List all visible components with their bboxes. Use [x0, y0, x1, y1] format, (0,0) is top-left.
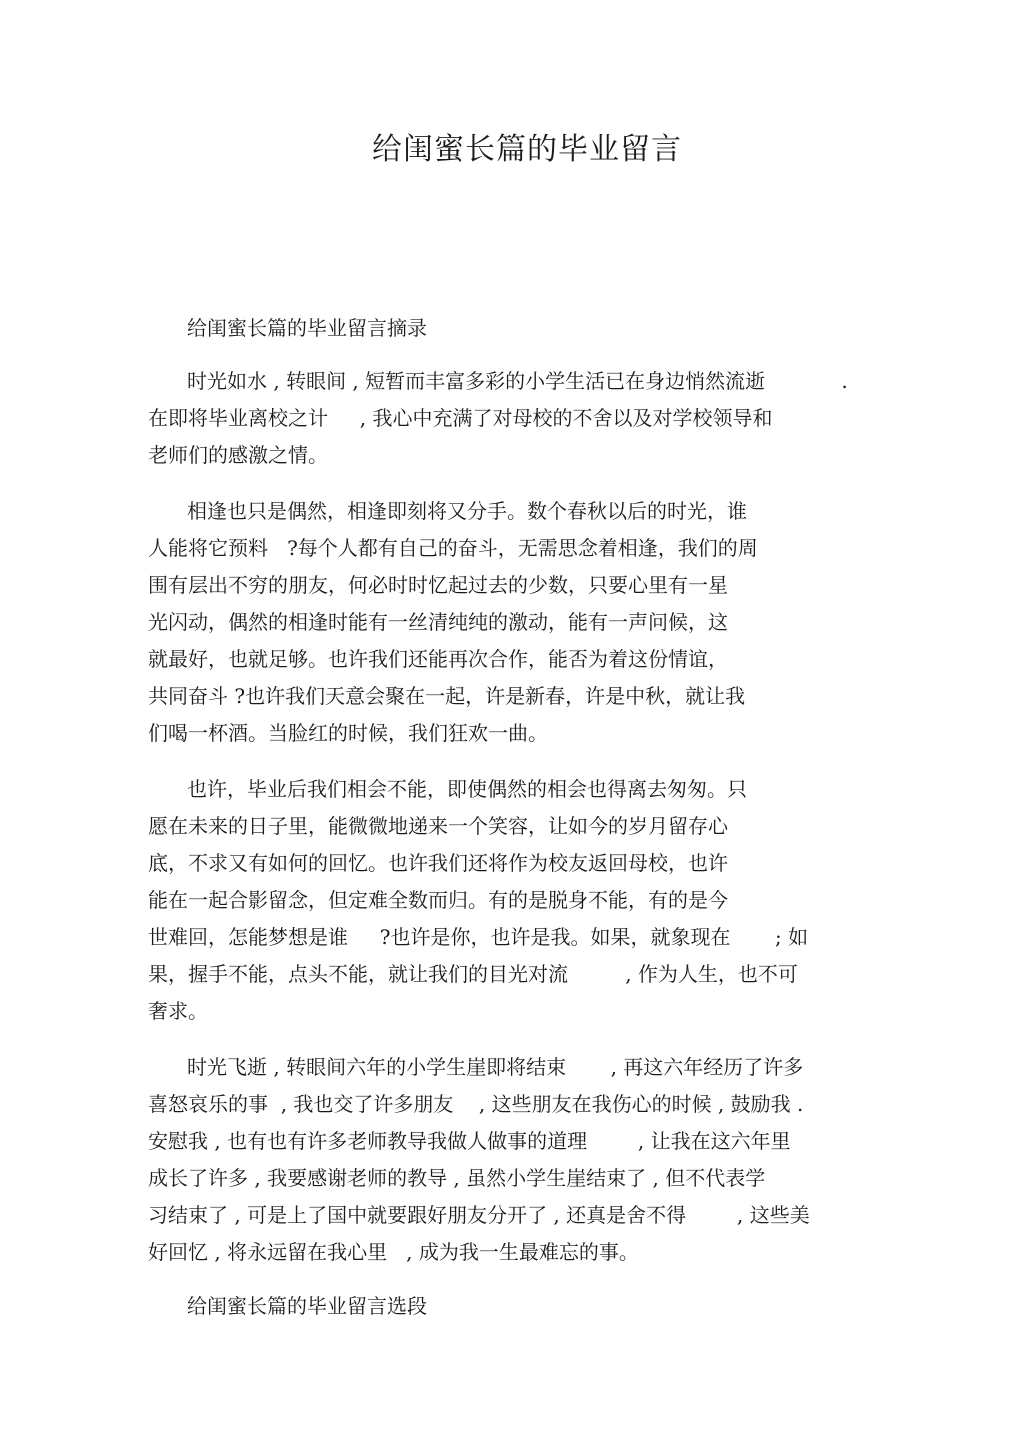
paragraph-line: 底，不求又有如何的回忆。也许我们还将作为校友返回母校，也许: [148, 851, 728, 875]
paragraph-line: 果，握手不能，点头不能，就让我们的目光对流 , 作为人生，也不可: [148, 962, 798, 986]
paragraph-line: 围有层出不穷的朋友，何必时时忆起过去的少数，只要心里有一星: [148, 573, 728, 597]
paragraph-line: 安慰我 , 也有也有许多老师教导我做人做事的道理 , 让我在这六年里: [148, 1129, 791, 1153]
paragraph-line: 好回忆 , 将永远留在我心里 , 成为我一生最难忘的事。: [148, 1240, 639, 1264]
paragraph-line: 能在一起合影留念，但定难全数而归。有的是脱身不能，有的是今: [148, 888, 728, 912]
paragraph-line: 们喝一杯酒。当脸红的时候，我们狂欢一曲。: [148, 721, 548, 745]
paragraph-line: 习结束了 , 可是上了国中就要跟好朋友分开了 , 还真是舍不得 , 这些美: [148, 1203, 810, 1227]
paragraph-line: 老师们的感激之情。: [148, 443, 328, 467]
paragraph-line: 人能将它预料 ?每个人都有自己的奋斗，无需思念着相逢，我们的周: [148, 536, 758, 560]
paragraph-line: 时光飞逝 , 转眼间六年的小学生崖即将结束 , 再这六年经历了许多: [187, 1055, 804, 1079]
paragraph-line: 世难回，怎能梦想是谁 ?也许是你，也许是我。如果，就象现在 ; 如: [148, 925, 809, 949]
paragraph-line: 在即将毕业离校之计 , 我心中充满了对母校的不舍以及对学校领导和: [148, 406, 773, 430]
paragraph-line: 也许，毕业后我们相会不能，即使偶然的相会也得离去匆匆。只: [187, 777, 747, 801]
section-heading-excerpt: 给闺蜜长篇的毕业留言摘录: [187, 316, 427, 340]
paragraph-line: 喜怒哀乐的事 , 我也交了许多朋友 , 这些朋友在我伤心的时候 , 鼓励我 .: [148, 1092, 804, 1116]
paragraph-line: 奢求。: [148, 999, 208, 1023]
paragraph-line: 就最好，也就足够。也许我们还能再次合作，能否为着这份情谊，: [148, 647, 728, 671]
paragraph-line: 光闪动，偶然的相逢时能有一丝清纯纯的激动，能有一声问候，这: [148, 610, 728, 634]
paragraph-line: 愿在未来的日子里，能微微地递来一个笑容，让如今的岁月留存心: [148, 814, 728, 838]
document-title: 给闺蜜长篇的毕业留言: [372, 132, 682, 167]
paragraph-line: 相逢也只是偶然，相逢即刻将又分手。数个春秋以后的时光，谁: [187, 499, 747, 523]
paragraph-line: 共同奋斗 ?也许我们天意会聚在一起，许是新春，许是中秋，就让我: [148, 684, 746, 708]
paragraph-line: 成长了许多 , 我要感谢老师的教导 , 虽然小学生崖结束了 , 但不代表学: [148, 1166, 766, 1190]
paragraph-line: 时光如水 , 转眼间 , 短暂而丰富多彩的小学生活已在身边悄然流逝 .: [187, 369, 848, 393]
section-heading-selection: 给闺蜜长篇的毕业留言选段: [187, 1294, 427, 1318]
